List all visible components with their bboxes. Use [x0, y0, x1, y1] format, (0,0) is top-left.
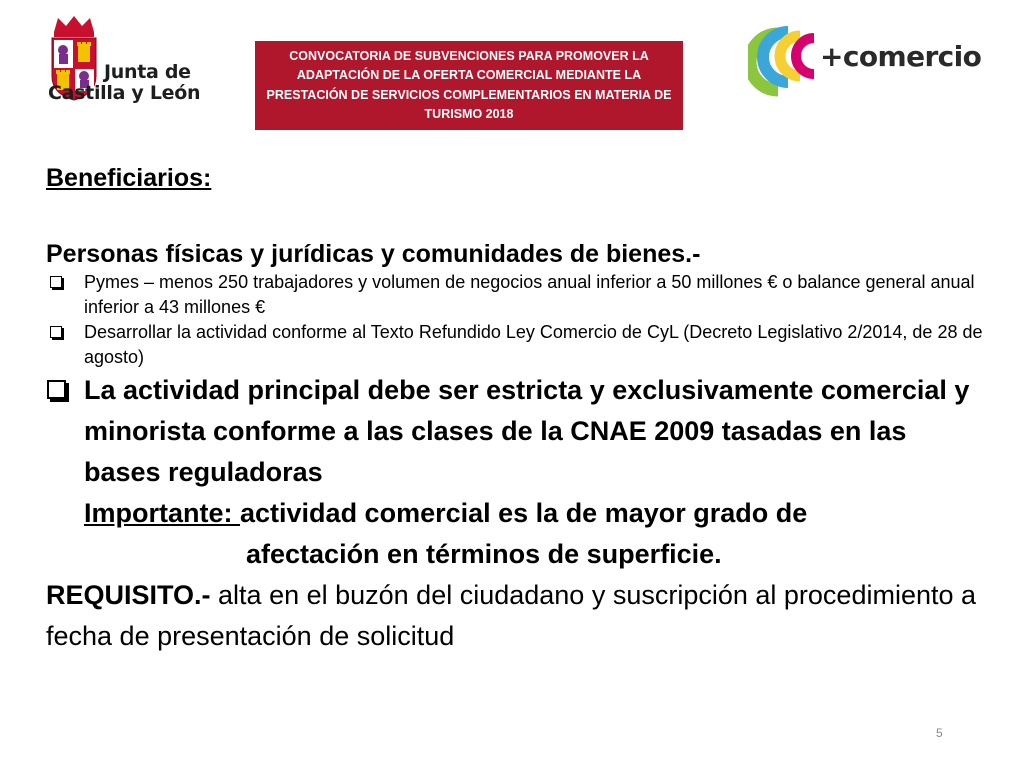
requisito-text: alta en el buzón del ciudadano y suscripción al procedimiento a fecha de presentación de solicitud [46, 580, 977, 651]
checkbox-bullet-icon [46, 370, 84, 411]
page-number: 5 [936, 726, 943, 740]
bullet-pymes [46, 270, 986, 320]
requisito-label: REQUISITO.- [46, 580, 211, 610]
logo-line1: Junta de [104, 61, 191, 83]
bullet-actividad [46, 320, 986, 370]
importante-line [46, 493, 986, 534]
bullet-text: Desarrollar la actividad conforme al Texto Refundido Ley Comercio de CyL (Decreto Legislativo 2/2014, de 28 de agosto) [84, 322, 983, 367]
bullet-text: Pymes – menos 250 trabajadores y volumen de negocios anual inferior a 50 millones € o balance general anual inferior a 43 millones € [84, 272, 975, 317]
importante-label: Importante: [84, 498, 241, 528]
logo-line2: Castilla y León [48, 82, 201, 104]
personas-subheading: Personas físicas y jurídicas y comunidades de bienes.- [46, 240, 701, 268]
bullet-main [46, 370, 986, 493]
importante-text: actividad comercial es la de mayor grado de [240, 498, 808, 528]
junta-castilla-leon-wordmark [48, 61, 201, 104]
requisito-paragraph [46, 575, 986, 657]
importante-line2: afectación en términos de superficie. [246, 539, 722, 569]
title-banner: CONVOCATORIA DE SUBVENCIONES PARA PROMOVER LA ADAPTACIÓN DE LA OFERTA COMERCIAL MEDIANTE LA PRESTACIÓN DE SERVICIOS COMPLEMENTARIOS EN MATERIA DE TURISMO 2018 [255, 41, 683, 130]
comercio-wordmark: +comercio [820, 40, 982, 73]
bullet-text: La actividad principal debe ser estricta y exclusivamente comercial y minorista conforme a las clases de la CNAE 2009 tasadas en las bases reguladoras [84, 375, 970, 487]
slide-content [46, 162, 986, 657]
comercio-circles-icon [748, 26, 828, 98]
checkbox-bullet-icon [46, 270, 84, 295]
beneficiarios-heading: Beneficiarios: [46, 164, 212, 192]
checkbox-bullet-icon [46, 320, 84, 345]
